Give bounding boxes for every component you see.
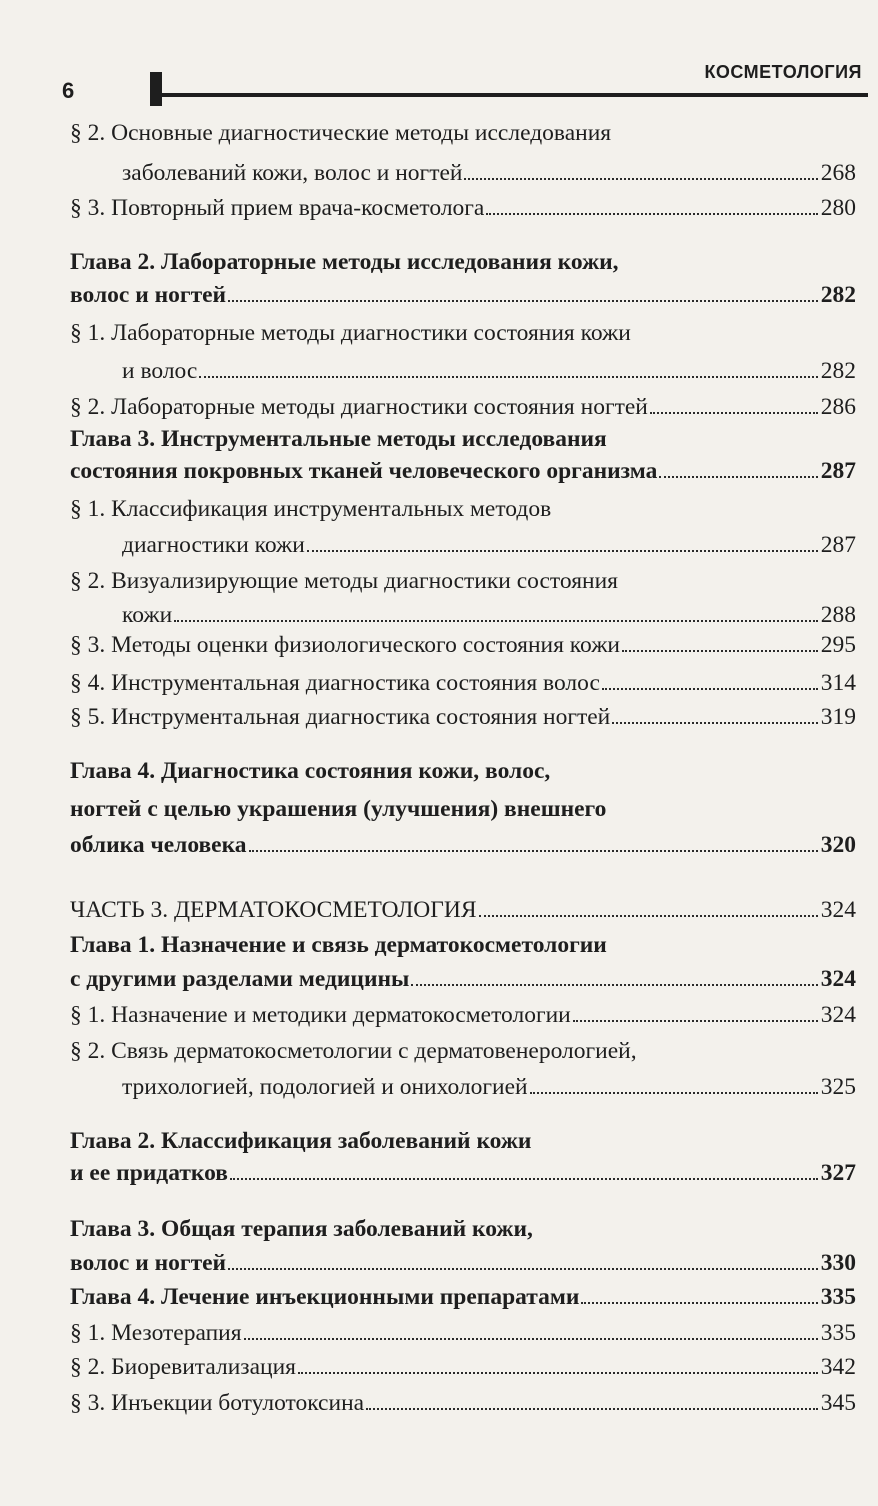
toc-entry-title: состояния покровных тканей человеческого организма	[70, 458, 658, 484]
toc-line	[0, 895, 878, 925]
toc-page-number: 288	[820, 602, 856, 628]
dot-leader	[228, 282, 818, 302]
toc-entry-title: заболеваний кожи, волос и ногтей	[122, 160, 463, 186]
toc-page-number: 280	[820, 195, 856, 221]
toc-line	[0, 1158, 878, 1188]
toc-entry-title: § 1. Лабораторные методы диагностики состояния кожи	[70, 320, 631, 346]
toc-page-number: 295	[820, 632, 856, 658]
toc-line	[0, 600, 878, 630]
dot-leader	[249, 832, 818, 852]
toc-entry-title: и волос	[122, 358, 198, 384]
dot-leader	[530, 1074, 818, 1094]
dot-leader	[659, 458, 817, 478]
toc-page-number: 335	[820, 1320, 856, 1346]
toc-line	[0, 794, 878, 824]
running-title: КОСМЕТОЛОГИЯ	[704, 62, 862, 82]
toc-line	[0, 566, 878, 596]
toc-line	[0, 1036, 878, 1066]
dot-leader	[228, 1250, 818, 1270]
toc-line	[0, 1214, 878, 1244]
toc-entry-title: Глава 3. Инструментальные методы исследования	[70, 426, 607, 452]
toc-page-number: 268	[820, 160, 856, 186]
toc-entry-title: § 1. Назначение и методики дерматокосметологии	[70, 1002, 571, 1028]
toc-entry-title: § 3. Повторный прием врача-косметолога	[70, 195, 485, 221]
toc-line	[0, 702, 878, 732]
toc-line	[0, 494, 878, 524]
toc-entry-title: § 3. Инъекции ботулотоксина	[70, 1390, 365, 1416]
toc-line	[0, 280, 878, 310]
toc-entry-title: трихологией, подологией и онихологией	[122, 1074, 528, 1100]
toc-entry-title: с другими разделами медицины	[70, 966, 410, 992]
toc-line	[0, 756, 878, 786]
toc-line	[0, 1282, 878, 1312]
toc-line	[0, 456, 878, 486]
toc-line	[0, 830, 878, 860]
dot-leader	[464, 160, 817, 180]
toc-entry-title: § 4. Инструментальная диагностика состояния волос	[70, 670, 600, 696]
dot-leader	[573, 1002, 818, 1022]
toc-page-number: 327	[820, 1160, 856, 1186]
toc-line	[0, 668, 878, 698]
toc-line	[0, 118, 878, 148]
toc-entry-title: § 2. Основные диагностические методы исследования	[70, 120, 612, 146]
toc-entry-title: § 1. Классификация инструментальных методов	[70, 496, 552, 522]
header-bar	[150, 72, 162, 106]
dot-leader	[366, 1390, 818, 1410]
toc-entry-title: § 2. Визуализирующие методы диагностики состояния	[70, 568, 618, 594]
toc-entry-title: волос и ногтей	[70, 1250, 227, 1276]
toc-entry-title: § 3. Методы оценки физиологического состояния кожи	[70, 632, 621, 658]
toc-line	[0, 193, 878, 223]
dot-leader	[581, 1284, 817, 1304]
toc-entry-title: Глава 4. Диагностика состояния кожи, волос,	[70, 758, 551, 784]
toc-line	[0, 158, 878, 188]
dot-leader	[612, 704, 818, 724]
toc-line	[0, 1388, 878, 1418]
toc-line	[0, 392, 878, 422]
toc-line	[0, 630, 878, 660]
toc-page-number: 319	[820, 704, 856, 730]
toc-page-number: 314	[820, 670, 856, 696]
toc-page-number: 324	[820, 897, 856, 923]
dot-leader	[622, 632, 818, 652]
toc-page-number: 324	[820, 966, 856, 992]
toc-entry-title: кожи	[122, 602, 173, 628]
toc-line	[0, 1000, 878, 1030]
dot-leader	[602, 670, 818, 690]
toc-page-number: 325	[820, 1074, 856, 1100]
toc-entry-title: § 2. Биоревитализация	[70, 1354, 296, 1380]
dot-leader	[174, 602, 818, 622]
toc-entry-title: ЧАСТЬ 3. ДЕРМАТОКОСМЕТОЛОГИЯ	[70, 897, 477, 923]
toc-entry-title: облика человека	[70, 832, 247, 858]
toc-page-number: 345	[820, 1390, 856, 1416]
toc-entry-title: Глава 1. Назначение и связь дерматокосметологии	[70, 932, 607, 958]
toc-page-number: 335	[820, 1284, 856, 1310]
toc-page-number: 286	[820, 394, 856, 420]
toc-line	[0, 1318, 878, 1348]
toc-page-number: 287	[820, 458, 856, 484]
toc-line	[0, 930, 878, 960]
dot-leader	[650, 394, 818, 414]
toc-line	[0, 318, 878, 348]
toc-entry-title: § 2. Связь дерматокосметологии с дерматовенерологией,	[70, 1038, 637, 1064]
toc-line	[0, 356, 878, 386]
toc-entry-title: Глава 3. Общая терапия заболеваний кожи,	[70, 1216, 533, 1242]
toc-page-number: 282	[820, 282, 856, 308]
dot-leader	[479, 897, 818, 917]
toc-page-number: 324	[820, 1002, 856, 1028]
toc-page-number: 320	[820, 832, 856, 858]
dot-leader	[307, 532, 818, 552]
toc-page-number: 330	[820, 1250, 856, 1276]
toc-line	[0, 424, 878, 454]
toc-line	[0, 964, 878, 994]
toc-line	[0, 1072, 878, 1102]
toc-line	[0, 530, 878, 560]
dot-leader	[298, 1354, 818, 1374]
header-rule	[150, 93, 868, 97]
toc-entry-title: Глава 2. Лабораторные методы исследования кожи,	[70, 249, 619, 275]
toc-page-number: 282	[820, 358, 856, 384]
toc-entry-title: ногтей с целью украшения (улучшения) внешнего	[70, 796, 607, 822]
toc-line	[0, 247, 878, 277]
toc-entry-title: волос и ногтей	[70, 282, 227, 308]
toc-line	[0, 1126, 878, 1156]
dot-leader	[244, 1320, 818, 1340]
toc-entry-title: § 2. Лабораторные методы диагностики состояния ногтей	[70, 394, 648, 420]
dot-leader	[486, 195, 817, 215]
page-number: 6	[62, 78, 75, 103]
toc-line	[0, 1352, 878, 1382]
dot-leader	[199, 358, 817, 378]
toc-line	[0, 1248, 878, 1278]
toc-page-number: 342	[820, 1354, 856, 1380]
dot-leader	[230, 1160, 818, 1180]
dot-leader	[411, 966, 817, 986]
toc-page-number: 287	[820, 532, 856, 558]
toc-entry-title: Глава 2. Классификация заболеваний кожи	[70, 1128, 532, 1154]
toc-entry-title: § 1. Мезотерапия	[70, 1320, 242, 1346]
toc-entry-title: Глава 4. Лечение инъекционными препаратами	[70, 1284, 580, 1310]
toc-entry-title: § 5. Инструментальная диагностика состояния ногтей	[70, 704, 611, 730]
toc-entry-title: диагностики кожи	[122, 532, 305, 558]
toc-entry-title: и ее придатков	[70, 1160, 228, 1186]
